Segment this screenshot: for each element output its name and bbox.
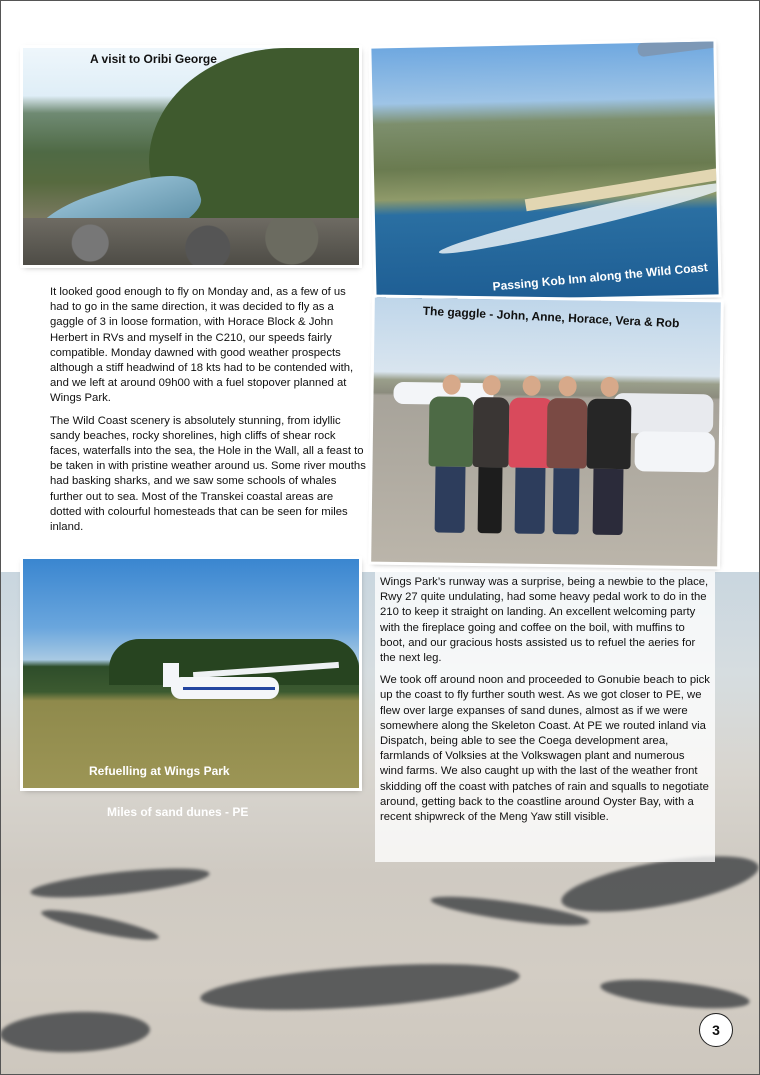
caption-oribi: A visit to Oribi George [90,52,217,66]
article-paragraph: Wings Park’s runway was a surprise, being a newbie to the place, Rwy 27 quite undulating, had some heavy pedal work to do in the 210 to keep it straight on landing. An excellent welcoming party with the fireplace going and coffee on the boil, with muffins to boot, and our gracious hosts assisted us to refuel the aeries for the next leg. [380,576,709,665]
person-vera [546,376,588,535]
person-john [428,374,474,533]
kob-inn-aerial-photo [371,41,718,301]
person-anne [472,375,510,533]
wings-park-photo [23,559,359,788]
article-right-column [380,575,710,832]
dune-shadow [599,974,751,1014]
gorge-rocks [23,218,359,265]
dune-shadow [40,905,161,946]
caption-dunes: Miles of sand dunes - PE [107,805,249,819]
caption-gaggle: The gaggle - John, Anne, Horace, Vera & Rob [422,303,680,331]
article-paragraph: We took off around noon and proceeded to Gonubie beach to pick up the coast to fly further south west. As we got closer to PE, we flew over large expanses of sand dunes, almost as if we were somewhere along the Skeleton Coast. At PE we routed inland via Dispatch, being able to see the Coega development area, farmlands of Volksies at the Volkswagen plant and numerous wind farms. We also caught up with the last of the weather front skidding off the coast with patches of rain and squalls to negotiate around, getting back to the coastline around Oyster Bay, with a recent shipwreck of the Meng Yaw still visible. [380,674,710,824]
article-left-column [50,285,366,542]
gaggle-group-photo [371,298,721,567]
cessna-stripe [183,687,275,690]
dune-shadow [199,956,521,1018]
caption-wings-park: Refuelling at Wings Park [89,764,230,778]
aircraft-wing-tip [637,41,719,57]
dune-shadow [29,863,210,904]
article-paragraph: The Wild Coast scenery is absolutely stunning, from idyllic sandy beaches, rocky shorelines, high cliffs of shear rock faces, waterfalls into the sea, the Hole in the Wall, all a feast to be taken in with pristine weather around us. Some river mouths had basking sharks, and we saw some schools of whales further out to sea. Most of the Transkei coastal areas are dotted with colourful homesteads that can be seen for miles inland. [50,414,366,534]
oribi-gorge-photo [23,48,359,265]
page-number: 3 [699,1013,733,1047]
caption-kob-inn: Passing Kob Inn along the Wild Coast [492,260,709,294]
dune-shadow [0,1009,151,1054]
person-rob [586,377,632,536]
article-paragraph: It looked good enough to fly on Monday and, as a few of us had to go in the same direction, it was decided to fly as a gaggle of 3 in loose formation, with Horace Block & John Herbert in RVs and myself in the C210, our speeds fairly compatible. Monday dawned with good weather prospects although a stiff headwind of 18 kts had to be contended with, and we left at around 09h00 with a fuel stopover planned at Wings Park. [50,286,354,405]
surf-line [437,175,719,261]
aircraft-wing [634,431,715,472]
